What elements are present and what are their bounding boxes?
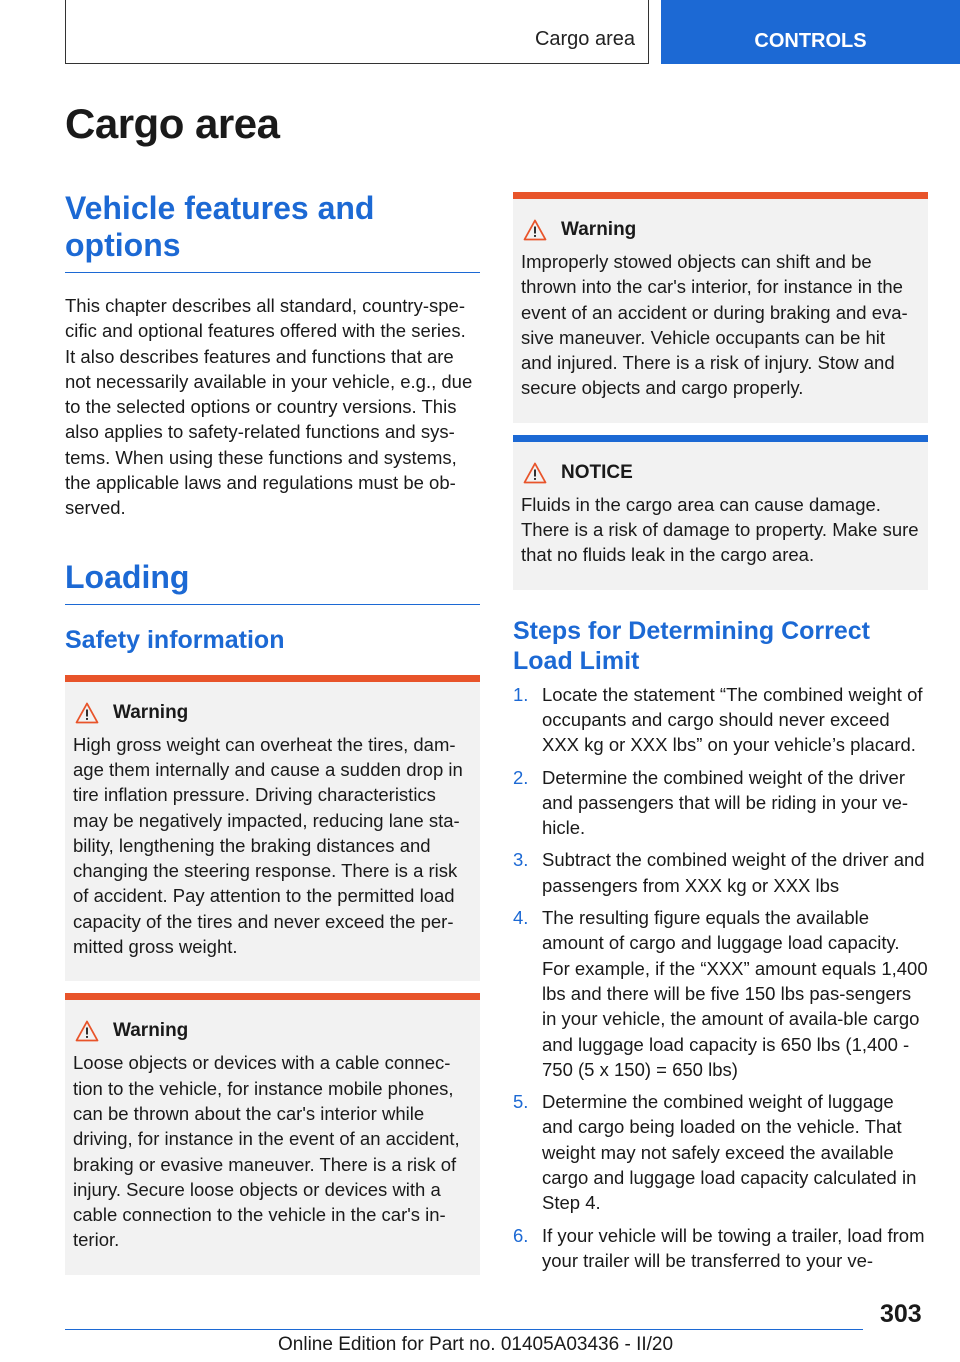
step-item [513, 847, 928, 898]
notice-box-header [521, 462, 920, 484]
steps-list [513, 682, 928, 1274]
step-item [513, 682, 928, 758]
step-text: If your vehicle will be towing a trailer, load from your trailer will be transferred to your ve- [542, 1224, 925, 1271]
left-column [65, 190, 480, 1275]
step-number: 4. [513, 907, 529, 929]
warning-box-header [73, 702, 472, 724]
step-number: 6. [513, 1224, 529, 1246]
step-item [513, 905, 928, 1082]
header-tab-controls[interactable]: CONTROLS [661, 0, 960, 64]
notice-text: Fluids in the cargo area can cause damage. There is a risk of damage to property. Make sure that no fluids leak in the cargo area. [521, 493, 919, 566]
step-number: 3. [513, 849, 529, 871]
heading-vehicle-features: Vehicle features and options [65, 190, 480, 273]
step-text: Determine the combined weight of the driver and passengers that will be riding in your ve-hicle. [542, 766, 909, 839]
step-text: Locate the statement “The combined weight of occupants and cargo should never exceed XXX kg or XXX lbs” on your vehicle’s placard. [542, 683, 923, 756]
footer-edition: Online Edition for Part no. 01405A03436 - II/20 [278, 1334, 674, 1355]
step-item [513, 1089, 928, 1215]
warning-title: Warning [113, 701, 189, 723]
heading-safety-information: Safety information [65, 625, 285, 654]
warning-title: Warning [113, 1020, 189, 1042]
step-number: 2. [513, 766, 529, 788]
heading-steps-load-limit: Steps for Determining Correct Load Limit [513, 616, 871, 675]
header-section-title: Cargo area [534, 28, 635, 50]
page-title: Cargo area [65, 100, 280, 147]
warning-text: Loose objects or devices with a cable connec-tion to the vehicle, for instance mobile phones, can be thrown about the car's interior while driving, for instance in the event of an accident, braking or evasive maneuver. There is a risk of injury. Secure loose objects or devices with a cable connection to the vehicle in the car's in-terior. [73, 1052, 460, 1251]
notice-triangle-icon [523, 462, 547, 484]
warning-box-header [521, 219, 920, 241]
right-column [513, 192, 928, 1280]
warning-text: Improperly stowed objects can shift and be thrown into the car's interior, for instance in the event of an accident or during braking and eva-sive maneuver. Vehicle occupants can be hit and injured. There is a risk of injury. Stow and secure objects and cargo properly. [521, 251, 908, 399]
warning-box-loose-objects [65, 993, 480, 1274]
step-number: 1. [513, 683, 529, 705]
warning-box-header [73, 1020, 472, 1042]
notice-box-fluids [513, 435, 928, 590]
step-text: Subtract the combined weight of the driver and passengers from XXX kg or XXX lbs [542, 849, 925, 896]
step-number: 5. [513, 1091, 529, 1113]
footer-divider [65, 1329, 863, 1330]
warning-box-gross-weight [65, 675, 480, 982]
warning-triangle-icon [75, 1020, 99, 1042]
warning-title: Warning [561, 219, 637, 240]
step-item [513, 765, 928, 841]
heading-loading: Loading [65, 559, 480, 605]
features-paragraph: This chapter describes all standard, country-spe-cific and optional features offered with the series. It also describes features and functions that are not necessarily available in your vehicle, e.g., due to the selected options or country versions. This also applies to safety-related functions and sys-tems. When using these functions and systems, the applicable laws and regulations must be ob-served. [65, 295, 473, 519]
warning-text: High gross weight can overheat the tires, dam-age them internally and cause a sudden drop in tire inflation pressure. Driving characteristics may be negatively impacted, reducing lane sta-bility, lengthening the braking distances and changing the steering response. There is a risk of accident. Pay attention to the permitted load capacity of the tires and never exceed the per-mitted gross weight. [73, 733, 463, 958]
step-text: Determine the combined weight of luggage and cargo being loaded on the vehicle. That weight may not safely exceed the available cargo and luggage load capacity calculated in Step 4. [542, 1091, 917, 1214]
page-number: 303 [880, 1300, 922, 1328]
step-item [513, 1223, 928, 1274]
warning-triangle-icon [523, 219, 547, 241]
notice-title: NOTICE [561, 461, 633, 483]
warning-box-stowed-objects [513, 192, 928, 423]
step-text: The resulting figure equals the available amount of cargo and luggage load capacity. For example, if the “XXX” amount equals 1,400 lbs and there will be five 150 lbs pas-sengers in your vehicle, the amount of availa-ble cargo and luggage load capacity is 650 lbs (1,400 - 750 (5 x 150) = 650 lbs) [542, 907, 928, 1080]
warning-triangle-icon [75, 702, 99, 724]
